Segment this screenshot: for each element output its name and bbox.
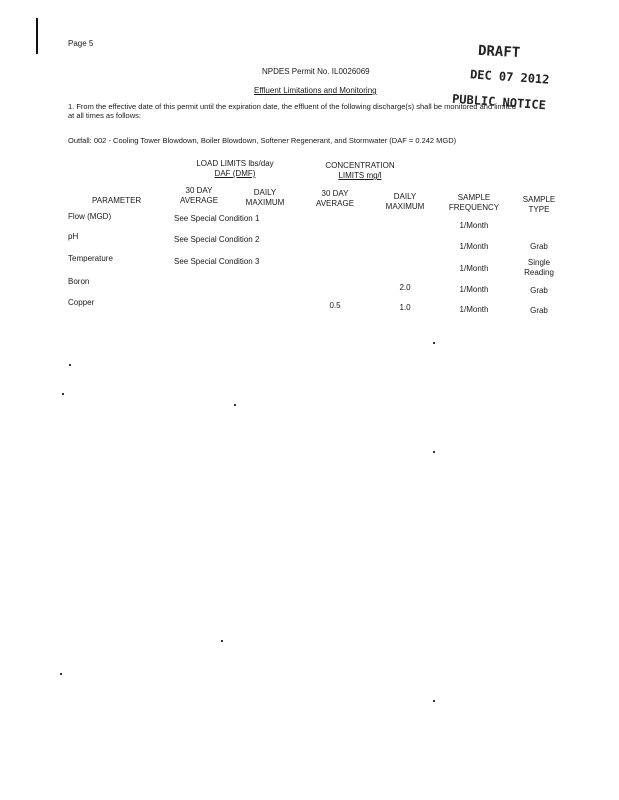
load-limits-header [180,159,290,179]
type-line: Reading [524,268,554,277]
header-line: AVERAGE [179,196,219,205]
conc-30day-average-header [300,189,370,209]
scan-speck [60,673,62,675]
header-line: 30 DAY [321,189,349,198]
header-line: 30 DAY [185,186,213,195]
scan-speck [433,700,435,702]
header-line: TYPE [528,205,550,214]
load-30day-average-header [164,186,234,206]
public-notice-stamp: PUBLIC NOTICE [451,91,547,113]
page-number: Page 5 [68,39,94,48]
date-stamp: DEC 07 2012 [469,67,550,87]
row-temperature-type [504,258,574,278]
header-line: DAILY [393,192,417,201]
sample-frequency-header [436,193,512,213]
row-copper-30day-avg: 0.5 [329,301,341,310]
load-limits-label: LOAD LIMITS lbs/day [196,159,274,168]
scan-speck [433,451,435,453]
header-line: SAMPLE [522,195,556,204]
header-line: FREQUENCY [448,203,500,212]
conc-daily-maximum-header [370,192,440,212]
load-daily-maximum-header [230,188,300,208]
row-copper-daily-max: 1.0 [399,303,411,312]
concentration-limits-header [320,161,400,181]
header-line: SAMPLE [457,193,491,202]
draft-stamp: DRAFT [477,42,521,62]
type-line: Single [527,258,551,267]
sample-type-header [504,195,574,215]
header-line: AVERAGE [315,199,355,208]
row-ph-parameter: pH [68,232,79,241]
row-flow-note: See Special Condition 1 [174,214,260,223]
row-copper-parameter: Copper [68,298,95,307]
permit-number: NPDES Permit No. IL0026069 [262,67,370,76]
row-copper-frequency: 1/Month [459,305,489,314]
row-flow-frequency: 1/Month [459,221,489,230]
intro-text-2: at all times as follows: [68,111,141,120]
load-limits-units: DAF (DMF) [214,169,256,178]
row-ph-type: Grab [530,242,548,251]
scan-speck [62,393,64,395]
outfall-description: Outfall: 002 - Cooling Tower Blowdown, Boiler Blowdown, Softener Regenerant, and Stormwater (DAF = 0.242 MGD) [68,136,457,145]
row-copper-type: Grab [530,306,548,315]
margin-bar [36,18,38,54]
row-ph-note: See Special Condition 2 [174,235,260,244]
header-line: MAXIMUM [385,202,425,211]
scan-speck [433,342,435,344]
row-boron-daily-max: 2.0 [399,283,411,292]
parameter-header: PARAMETER [92,196,142,205]
intro-text: 1. From the effective date of this permit until the expiration date, the effluent of the following discharge(s) shall be monitored and limited [68,102,516,111]
concentration-limits-units: LIMITS mg/l [338,171,382,180]
scan-speck [221,640,223,642]
row-boron-type: Grab [530,286,548,295]
concentration-limits-label: CONCENTRATION [325,161,395,170]
header-line: MAXIMUM [245,198,285,207]
row-temperature-frequency: 1/Month [459,264,489,273]
row-boron-parameter: Boron [68,277,90,286]
row-boron-frequency: 1/Month [459,285,489,294]
row-temperature-note: See Special Condition 3 [174,257,260,266]
row-temperature-parameter: Temperature [68,254,113,263]
section-title: Effluent Limitations and Monitoring [254,86,377,95]
row-ph-frequency: 1/Month [459,242,489,251]
row-flow-parameter: Flow (MGD) [68,212,112,221]
scan-speck [69,364,71,366]
scan-speck [234,404,236,406]
header-line: DAILY [253,188,277,197]
